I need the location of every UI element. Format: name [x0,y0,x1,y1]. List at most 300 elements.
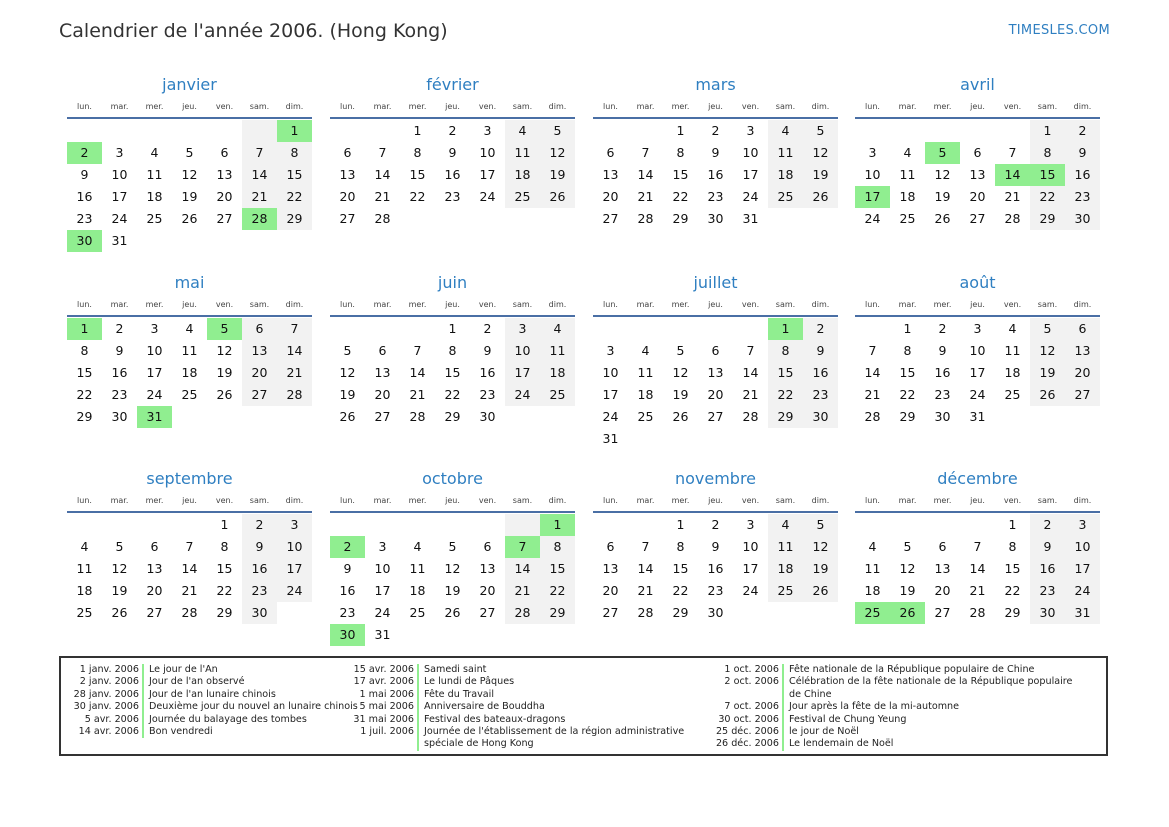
day-cell: 8 [220,539,229,554]
day-cell: 31 [374,627,391,642]
day-cell: 23 [707,583,724,598]
month-block [67,467,312,624]
holiday-day-cell: 14 [995,164,1030,186]
day-cell: 2 [711,517,720,532]
day-cell: 27 [479,605,496,620]
weekday-label: ven. [215,300,234,309]
day-cell: 30 [242,602,277,624]
day-cell: 29 [76,409,93,424]
day-cell: 23 [707,189,724,204]
month-name: octobre [422,469,483,488]
day-cell: 23 [1065,186,1100,208]
day-cell: 13 [242,340,277,362]
day-cell: 12 [1030,340,1065,362]
day-grid [593,318,838,450]
legend-date: 1 mai 2006 [346,689,419,701]
day-cell: 29 [672,211,689,226]
day-cell: 1 [903,321,912,336]
day-cell: 23 [934,387,951,402]
holiday-day-cell: 26 [890,602,925,624]
day-cell: 28 [864,409,881,424]
day-cell: 22 [409,189,426,204]
month-block [855,467,1100,624]
empty-cell [207,120,242,142]
day-cell: 16 [242,558,277,580]
day-cell: 10 [505,340,540,362]
weekday-label: jeu. [970,102,985,111]
day-cell: 5 [676,343,685,358]
day-cell: 28 [742,409,759,424]
day-cell: 26 [444,605,461,620]
day-cell: 31 [742,211,759,226]
day-cell: 10 [864,167,881,182]
day-cell: 6 [1065,318,1100,340]
weekday-label: sam. [512,496,533,505]
empty-cell [400,514,435,536]
weekday-label: ven. [1003,496,1022,505]
day-cell: 19 [899,583,916,598]
legend-holiday-name: Le lendemain de Noël [789,738,894,750]
month-block [855,271,1100,428]
weekday-label: dim. [285,300,304,309]
day-cell: 12 [672,365,689,380]
day-cell: 24 [742,583,759,598]
day-grid [67,120,312,252]
day-cell: 7 [641,539,650,554]
weekday-label: mer. [145,496,164,505]
day-cell: 1 [1030,120,1065,142]
empty-cell [470,514,505,536]
day-cell: 6 [711,343,720,358]
day-cell: 15 [672,167,689,182]
day-cell: 15 [76,365,93,380]
day-cell: 3 [746,123,755,138]
legend-date: 26 déc. 2006 [714,738,784,750]
legend-holiday-name: Jour après la fête de la mi-automne [789,701,960,713]
day-cell: 8 [1030,142,1065,164]
day-cell: 25 [181,387,198,402]
day-cell: 21 [242,186,277,208]
weekday-label: mar. [373,300,392,309]
empty-cell [67,514,102,536]
day-cell: 27 [602,605,619,620]
day-cell: 17 [277,558,312,580]
weekday-label: lun. [865,496,880,505]
day-cell: 18 [76,583,93,598]
day-cell: 9 [483,343,492,358]
day-cell: 12 [803,142,838,164]
day-cell: 13 [602,167,619,182]
weekday-label: ven. [741,300,760,309]
day-cell: 11 [768,536,803,558]
day-cell: 29 [672,605,689,620]
weekday-header [593,297,838,317]
weekday-label: jeu. [445,300,460,309]
legend-column [714,664,1082,751]
weekday-label: sam. [1037,102,1058,111]
day-cell: 7 [242,142,277,164]
day-cell: 8 [80,343,89,358]
day-cell: 15 [444,365,461,380]
legend-entry [346,726,714,751]
legend-holiday-name: Festival de Chung Yeung [789,713,907,725]
month-name: janvier [162,75,217,94]
day-cell: 14 [242,164,277,186]
day-cell: 22 [444,387,461,402]
day-cell: 11 [637,365,654,380]
empty-cell [137,514,172,536]
month-block [593,73,838,230]
day-cell: 25 [505,186,540,208]
day-cell: 11 [864,561,881,576]
weekday-label: mar. [898,300,917,309]
day-cell: 30 [479,409,496,424]
legend-date: 7 oct. 2006 [714,701,784,713]
day-cell: 9 [343,561,352,576]
day-cell: 21 [969,583,986,598]
day-cell: 25 [899,211,916,226]
day-cell: 20 [969,189,986,204]
weekday-label: lun. [77,300,92,309]
legend-holiday-name: Célébration de la fête nationale de la République populaire de Chine [789,676,1073,700]
day-cell: 11 [409,561,426,576]
day-cell: 19 [339,387,356,402]
day-cell: 20 [707,387,724,402]
legend-date: 5 avr. 2006 [71,714,144,726]
day-cell: 26 [672,409,689,424]
day-cell: 5 [185,145,194,160]
day-cell: 21 [409,387,426,402]
month-block [330,271,575,428]
day-cell: 21 [742,387,759,402]
day-cell: 22 [1030,186,1065,208]
day-cell: 4 [868,539,877,554]
day-cell: 16 [934,365,951,380]
day-cell: 14 [864,365,881,380]
legend-column [346,664,714,751]
weekday-label: dim. [548,300,567,309]
holiday-day-cell: 25 [855,602,890,624]
day-cell: 28 [277,384,312,406]
day-cell: 19 [111,583,128,598]
day-cell: 29 [216,605,233,620]
day-cell: 7 [868,343,877,358]
legend-holiday-name: Anniversaire de Bouddha [424,701,545,713]
day-cell: 3 [973,321,982,336]
weekday-label: lun. [603,496,618,505]
day-cell: 3 [1065,514,1100,536]
day-cell: 30 [1030,602,1065,624]
month-name: juin [437,273,468,292]
day-cell: 30 [803,406,838,428]
empty-cell [960,120,995,142]
weekday-label: jeu. [708,300,723,309]
weekday-label: mar. [636,300,655,309]
day-cell: 29 [444,409,461,424]
weekday-label: mar. [898,496,917,505]
day-cell: 20 [374,387,391,402]
day-cell: 20 [216,189,233,204]
day-cell: 8 [676,539,685,554]
day-cell: 16 [444,167,461,182]
day-cell: 7 [973,539,982,554]
weekday-label: lun. [603,102,618,111]
day-cell: 22 [216,583,233,598]
weekday-label: mar. [110,102,129,111]
month-block [593,467,838,624]
weekday-label: mar. [636,496,655,505]
weekday-header [593,99,838,119]
weekday-label: lun. [77,496,92,505]
holiday-day-cell: 31 [137,406,172,428]
day-cell: 15 [216,561,233,576]
weekday-label: dim. [285,496,304,505]
legend-entry [346,664,714,676]
day-cell: 14 [181,561,198,576]
weekday-label: mer. [933,300,952,309]
day-cell: 13 [339,167,356,182]
day-cell: 29 [1004,605,1021,620]
legend-holiday-name: Festival des bateaux-dragons [424,713,566,725]
day-cell: 24 [742,189,759,204]
day-cell: 6 [973,145,982,160]
empty-cell [925,120,960,142]
day-cell: 2 [803,318,838,340]
month-name: mai [174,273,205,292]
day-cell: 13 [969,167,986,182]
day-cell: 13 [1065,340,1100,362]
day-cell: 13 [146,561,163,576]
day-cell: 15 [540,558,575,580]
legend-holiday-name: Samedi saint [424,664,487,675]
weekday-label: jeu. [182,496,197,505]
day-cell: 25 [768,186,803,208]
day-cell: 29 [768,406,803,428]
legend-entry [346,689,714,701]
month-name: février [426,75,479,94]
legend-entry [714,664,1082,676]
day-cell: 27 [216,211,233,226]
day-cell: 11 [181,343,198,358]
day-cell: 7 [185,539,194,554]
day-cell: 11 [505,142,540,164]
day-cell: 2 [1065,120,1100,142]
site-link[interactable]: TIMESLES.COM [1008,23,1110,38]
weekday-label: sam. [1037,496,1058,505]
empty-cell [995,120,1030,142]
day-cell: 9 [1065,142,1100,164]
legend-date: 2 oct. 2006 [714,676,784,701]
day-cell: 13 [934,561,951,576]
weekday-label: mar. [373,496,392,505]
day-cell: 8 [1008,539,1017,554]
weekday-label: ven. [215,496,234,505]
day-cell: 27 [707,409,724,424]
legend-date: 1 oct. 2006 [714,664,784,676]
day-cell: 19 [672,387,689,402]
day-cell: 20 [479,583,496,598]
day-cell: 5 [115,539,124,554]
weekday-header [330,297,575,317]
day-cell: 23 [76,211,93,226]
empty-cell [855,318,890,340]
day-cell: 29 [1030,208,1065,230]
weekday-label: mar. [636,102,655,111]
day-cell: 19 [803,558,838,580]
weekday-label: ven. [478,102,497,111]
weekday-label: dim. [1073,300,1092,309]
day-cell: 21 [374,189,391,204]
day-cell: 4 [768,514,803,536]
legend-holiday-name: Fête nationale de la République populaire de Chine [789,664,1035,675]
day-cell: 15 [899,365,916,380]
day-cell: 8 [448,343,457,358]
day-cell: 25 [637,409,654,424]
day-cell: 27 [969,211,986,226]
empty-cell [960,514,995,536]
day-cell: 17 [602,387,619,402]
day-cell: 17 [969,365,986,380]
day-cell: 4 [903,145,912,160]
day-cell: 9 [1030,536,1065,558]
day-cell: 16 [707,561,724,576]
legend-entry [714,714,1082,726]
day-cell: 11 [1004,343,1021,358]
empty-cell [330,318,365,340]
weekday-label: dim. [1073,496,1092,505]
day-cell: 11 [146,167,163,182]
day-grid [67,318,312,428]
day-cell: 12 [803,536,838,558]
holiday-day-cell: 2 [67,142,102,164]
day-cell: 14 [637,561,654,576]
day-cell: 9 [711,539,720,554]
day-grid [67,514,312,624]
holiday-day-cell: 30 [67,230,102,252]
legend-holiday-name: Journée du balayage des tombes [149,713,307,725]
day-cell: 19 [444,583,461,598]
day-cell: 21 [637,583,654,598]
weekday-label: mar. [373,102,392,111]
day-cell: 12 [339,365,356,380]
day-cell: 14 [637,167,654,182]
day-cell: 17 [146,365,163,380]
weekday-label: ven. [741,496,760,505]
empty-cell [365,514,400,536]
weekday-label: mar. [110,496,129,505]
holiday-day-cell: 1 [768,318,803,340]
day-cell: 10 [602,365,619,380]
weekday-header [855,297,1100,317]
day-cell: 17 [505,362,540,384]
weekday-label: lun. [77,102,92,111]
day-grid [855,120,1100,230]
month-block [593,271,838,450]
day-cell: 23 [111,387,128,402]
weekday-label: sam. [249,496,270,505]
day-cell: 22 [540,580,575,602]
day-cell: 4 [185,321,194,336]
day-cell: 1 [448,321,457,336]
day-grid [855,514,1100,624]
day-cell: 9 [80,167,89,182]
day-cell: 13 [216,167,233,182]
day-cell: 11 [76,561,93,576]
legend-entry [346,701,714,713]
day-cell: 10 [1065,536,1100,558]
month-block [67,73,312,252]
day-cell: 20 [339,189,356,204]
day-cell: 27 [374,409,391,424]
day-cell: 28 [637,211,654,226]
empty-cell [330,120,365,142]
day-cell: 25 [146,211,163,226]
weekday-label: sam. [512,102,533,111]
holiday-day-cell: 1 [67,318,102,340]
day-cell: 25 [768,580,803,602]
legend-date: 25 déc. 2006 [714,726,784,738]
empty-cell [172,120,207,142]
month-name: avril [960,75,995,94]
day-cell: 28 [409,409,426,424]
day-cell: 22 [672,189,689,204]
day-cell: 20 [1065,362,1100,384]
day-cell: 2 [448,123,457,138]
month-name: mars [695,75,736,94]
day-cell: 31 [602,431,619,446]
empty-cell [733,318,768,340]
day-cell: 27 [1065,384,1100,406]
weekday-label: mer. [933,102,952,111]
day-cell: 3 [277,514,312,536]
day-cell: 24 [374,605,391,620]
legend-date: 28 janv. 2006 [71,689,144,701]
weekday-label: mer. [671,496,690,505]
day-cell: 24 [277,580,312,602]
day-cell: 16 [707,167,724,182]
day-cell: 3 [483,123,492,138]
day-cell: 2 [1030,514,1065,536]
day-cell: 1 [220,517,229,532]
day-cell: 7 [413,343,422,358]
day-cell: 7 [277,318,312,340]
day-cell: 9 [938,343,947,358]
day-cell: 29 [540,602,575,624]
day-cell: 6 [606,145,615,160]
day-cell: 23 [339,605,356,620]
day-cell: 17 [479,167,496,182]
empty-cell [435,514,470,536]
day-cell: 3 [606,343,615,358]
weekday-header [855,493,1100,513]
day-cell: 13 [479,561,496,576]
empty-cell [400,318,435,340]
day-cell: 15 [672,561,689,576]
day-cell: 20 [602,583,619,598]
empty-cell [855,514,890,536]
day-cell: 3 [746,517,755,532]
weekday-label: dim. [548,496,567,505]
day-cell: 26 [339,409,356,424]
legend-date: 30 oct. 2006 [714,714,784,726]
empty-cell [242,120,277,142]
month-block [330,467,575,646]
day-cell: 19 [216,365,233,380]
empty-cell [365,120,400,142]
legend-entry [346,676,714,688]
empty-cell [67,120,102,142]
day-cell: 30 [111,409,128,424]
